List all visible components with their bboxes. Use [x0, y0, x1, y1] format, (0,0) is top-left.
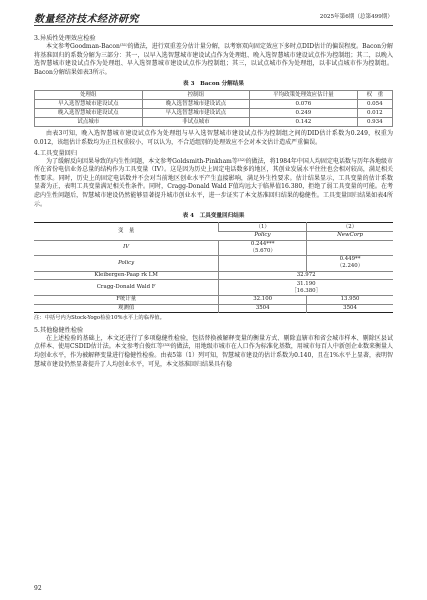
table-4-dep-var: Policy	[219, 231, 307, 240]
table-cell	[219, 280, 393, 296]
section-5-title: 5.其他稳健性检验	[34, 326, 84, 334]
table-cell	[219, 256, 307, 272]
table-row	[35, 100, 393, 109]
table-4-caption: 表 4 工具变量回归结果	[182, 213, 245, 220]
cd-value: 31.190	[296, 280, 316, 287]
table-cell: 晚入选智慧城市建设试点	[142, 100, 250, 109]
table-4-row-label: Kleibergen-Paap rk LM	[34, 271, 219, 280]
table-4-dep-var: NewCorp	[307, 231, 393, 240]
table-4-note: 注：中括号内为Stock-Yogo检验10%水平上的临界值。	[34, 315, 165, 322]
table-cell: 3504	[219, 304, 307, 313]
table-3-header: 权 重	[357, 91, 392, 100]
table-3	[34, 90, 393, 127]
table-row	[34, 271, 393, 280]
table-cell: 32.100	[219, 295, 307, 304]
table-cell: 非试点城市	[142, 118, 250, 127]
table-cell: 32.972	[219, 271, 393, 280]
table-row	[34, 223, 393, 232]
table-cell: 早入选智慧城市建设试点	[142, 109, 250, 118]
table-4-row-label: IV	[34, 240, 219, 256]
page-header	[34, 10, 393, 24]
table-cell: 早入选智慧城市建设试点	[35, 100, 143, 109]
table-cell: 0.249	[250, 109, 358, 118]
section-3-paragraph: 本文参考Goodman-Bacon⁽³¹⁾的做法，进行双重差分估计量分解，以考察双向固定效应下多时点DID估计的偏误程度。Bacon分解将基准回归的系数分解为三部分：其一，以早入选智慧城市建设试点作为处理组、晚入选智慧城市建设试点作为控制组；其二，以晚入选智慧城市建设试点作为处理组、早入选智慧城市建设试点作为控制组；其三，以试点城市作为处理组，以非试点城市作为控制组。Bacon分解结果如表3所示。	[34, 43, 393, 76]
table-3-discussion: 由表3可知，晚入选智慧城市建设试点作为处理组与早入选智慧城市建设试点作为控制组之间的DID估计系数为0.249，权重为0.012，该组估计系数均为正且权重较小，可以认为，不合适组别的处理效应不会对本文估计造成严重偏误。	[34, 130, 393, 146]
table-4-var-header: 变 量	[118, 227, 135, 234]
table-cell	[307, 240, 393, 256]
table-4-col-header: （2）	[307, 223, 393, 232]
table-row	[34, 280, 393, 296]
section-5-paragraph: 在上述检验的基础上，本文还进行了多项稳健性检验，包括替换被解释变量的衡量方式、剔除直辖市和省会城市样本、剔除区县试点样本、使用CSDID估计法。本文参考白俊红等⁽³³⁾的做法，用地级市城市在人口作为标准化基数，用城市每百人中新创企业数来衡量人均创业水平，作为被解释变量进行稳健性检验。由表5第（1）列可知，智慧城市建设的估计系数为0.140，且在1%水平上显著，表明智慧城市建设仍然显著提升了人均创业水平，可见，本文基准回归结果具有稳	[34, 334, 393, 368]
table-3-header-row	[35, 91, 393, 100]
t-value: （5.670）	[249, 247, 276, 254]
table-cell: 0.076	[250, 100, 358, 109]
table-cell: 13.950	[307, 295, 393, 304]
section-4-paragraph: 为了缓解反向因果导致的内生性问题，本文参考Goldsmith-Pinkham等⁽³²⁾的做法，将1984年中国人均固定电话数与历年各地级市所在省份电信业务总量的结构作为工具变量（IV）。这是因为历史上固定电话数多的地区，其创业发展水平往往也会相对较高，满足相关性要求。同时，历史上的固定电话数并不会对当前地区创业水平产生直接影响，满足外生性要求。估计结果显示，工具变量的估计系数显著为正，表明工具变量满足相关性条件。同时，Cragg-Donald Wald F值均远大于临界值16.380，拒绝了弱工具变量的可能。在考虑内生性问题后，智慧城市建设仍然能够显著提升城市创业水平，进一步证实了本文基准回归结果的稳健性。工具变量回归结果如表4所示。	[34, 157, 393, 208]
table-cell: 0.054	[357, 100, 392, 109]
journal-logo: 数量经济技术经济研究	[34, 14, 139, 25]
table-cell: 0.934	[357, 118, 392, 127]
table-4-row-label: 观测值	[34, 304, 219, 313]
table-4-row-label: F统计量	[34, 295, 219, 304]
table-row	[34, 295, 393, 304]
page-content	[34, 33, 393, 369]
section-4-title: 4.工具变量回归	[34, 149, 78, 157]
table-4	[34, 222, 393, 313]
page-number: 92	[34, 585, 42, 592]
table-row	[34, 240, 393, 256]
coef-value: 0.449**	[339, 256, 361, 263]
table-row	[35, 118, 393, 127]
table-cell: 晚入选智慧城市建设试点	[35, 109, 143, 118]
table-3-caption: 表 3 Bacon 分解结果	[183, 81, 244, 88]
table-row	[35, 109, 393, 118]
table-3-header: 平均政策处理效应估计量	[250, 91, 358, 100]
table-row	[34, 304, 393, 313]
header-rule	[34, 25, 393, 26]
section-3-title: 3.异质性处理效应检验	[34, 35, 96, 42]
table-3-header: 控制组	[142, 91, 250, 100]
table-4-row-label: Policy	[34, 256, 219, 272]
table-cell	[219, 240, 307, 256]
coef-value: 0.244***	[250, 240, 275, 247]
table-3-header: 处理组	[35, 91, 143, 100]
t-value: （2.240）	[336, 263, 364, 270]
table-cell: 试点城市	[35, 118, 143, 127]
table-4-col-header: （1）	[219, 223, 307, 232]
table-4-row-label: Cragg-Donald Wald F	[34, 280, 219, 296]
table-cell: 0.142	[250, 118, 358, 127]
table-cell	[307, 256, 393, 272]
table-cell: 0.012	[357, 109, 392, 118]
table-cell: 3504	[307, 304, 393, 313]
cd-critical: ［16.380］	[291, 287, 321, 294]
issue-info: 2025年第6期（总第499期）	[319, 14, 393, 20]
table-row	[34, 256, 393, 272]
